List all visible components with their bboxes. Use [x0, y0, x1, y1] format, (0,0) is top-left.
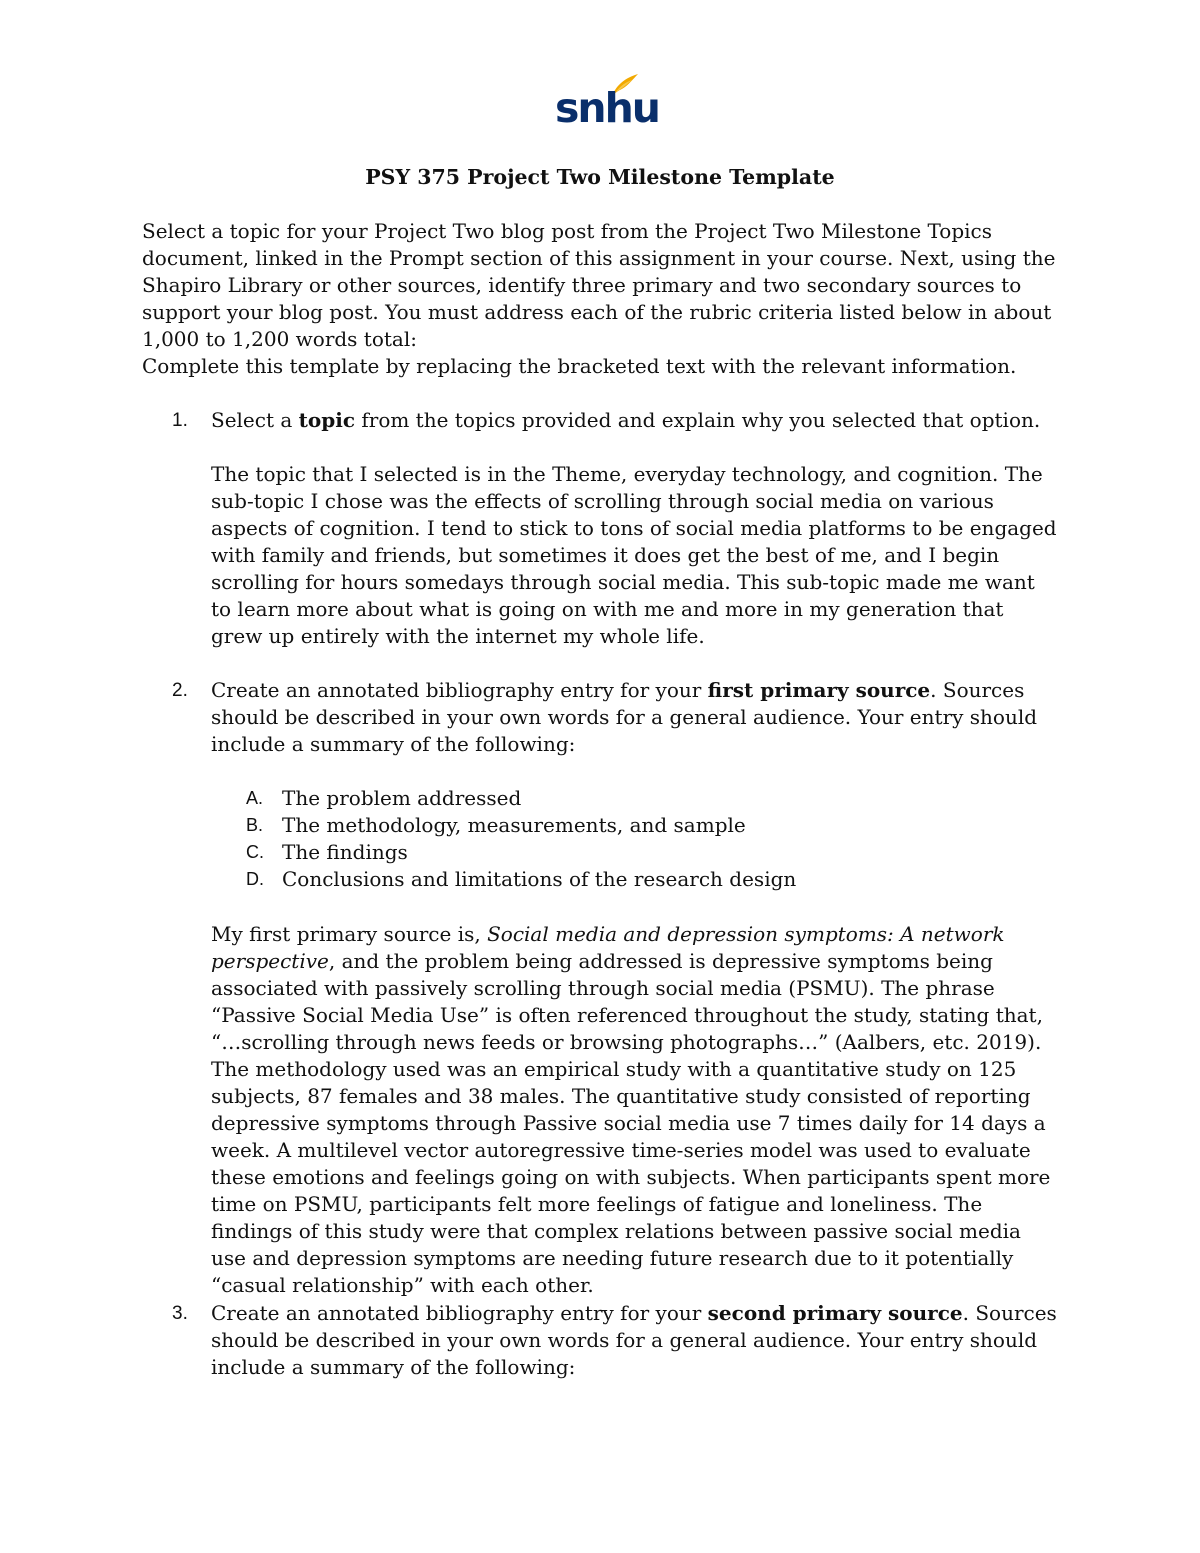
prompt-text: from the topics provided and explain why you selected that option.	[355, 408, 1041, 432]
answer-text: My first primary source is,	[211, 922, 488, 946]
sublist-item	[246, 785, 1046, 812]
prompt-text: Create an annotated bibliography entry for your	[211, 678, 708, 702]
item-3-prompt	[211, 1300, 1061, 1381]
sublist-letter: A.	[246, 788, 264, 808]
prompt-text: . Sources should be described in your own words for a general audience. Your entry should include a summary of the following:	[211, 1301, 1057, 1379]
item-2-prompt	[211, 677, 1061, 758]
list-number: 1.	[172, 410, 188, 431]
prompt-text: Select a	[211, 408, 299, 432]
sublist-text: Conclusions and limitations of the research design	[282, 867, 797, 891]
item-2-answer	[211, 921, 1061, 1299]
instruction-paragraph	[142, 353, 1062, 380]
source-title: Social media and depression symptoms: A network perspective	[211, 922, 1005, 973]
sublist-letter: B.	[246, 815, 264, 835]
intro-paragraph	[142, 218, 1062, 353]
sublist-item	[246, 866, 1046, 893]
logo-wordmark: snhu	[555, 84, 659, 132]
sublist-letter: D.	[246, 869, 264, 889]
item-1-prompt	[211, 407, 1061, 434]
sublist-item	[246, 812, 1046, 839]
sublist-letter: C.	[246, 842, 264, 862]
instruction-text: Complete this template by replacing the bracketed text with the relevant information.	[142, 354, 1017, 378]
answer-text: , and the problem being addressed is depressive symptoms being associated with passively scrolling through social media (PSMU). The phrase “Passive Social Media Use” is often referenced throughout the study, stating that, “…scrolling through news feeds or browsing photographs…” (Aalbers, etc. 2019). The methodology used was an empirical study with a quantitative study on 125 subjects, 87 females and 38 males. The quantitative study consisted of reporting depressive symptoms through Passive social media use 7 times daily for 14 days a week. A multilevel vector autoregressive time-series model was used to evaluate these emotions and feelings going on with subjects. When participants spent more time on PSMU, participants felt more feelings of fatigue and loneliness. The findings of this study were that complex relations between passive social media use and depression symptoms are needing future research due to it potentially “casual relationship” with each other.	[211, 949, 1051, 1297]
item-1-answer: The topic that I selected is in the Theme, everyday technology, and cognition. The sub-topic I chose was the effects of scrolling through social media on various aspects of cognition. I tend to stick to tons of social media platforms to be engaged with family and friends, but sometimes it does get the best of me, and I begin scrolling for hours somedays through social media. This sub-topic made me want to learn more about what is going on with me and more in my generation that grew up entirely with the internet my whole life.	[211, 462, 1057, 648]
sublist-text: The problem addressed	[282, 786, 522, 810]
sublist-text: The methodology, measurements, and sample	[282, 813, 746, 837]
list-number: 2.	[172, 680, 188, 701]
prompt-text: . Sources should be described in your own words for a general audience. Your entry should include a summary of the following:	[211, 678, 1038, 756]
list-number: 3.	[172, 1303, 188, 1324]
snhu-logo	[555, 72, 659, 134]
sublist-text: The findings	[282, 840, 408, 864]
sublist-item	[246, 839, 1046, 866]
intro-text: Select a topic for your Project Two blog post from the Project Two Milestone Topics document, linked in the Prompt section of this assignment in your course. Next, using the Shapiro Library or other sources, identify three primary and two secondary sources to support your blog post. You must address each of the rubric criteria listed below in about 1,000 to 1,200 words total:	[142, 219, 1056, 351]
prompt-emphasis: topic	[298, 408, 355, 432]
document-title: PSY 375 Project Two Milestone Template	[365, 165, 835, 189]
prompt-text: Create an annotated bibliography entry for your	[211, 1301, 708, 1325]
prompt-emphasis: first primary source	[707, 678, 931, 702]
criteria-sublist	[246, 785, 1046, 893]
prompt-emphasis: second primary source	[707, 1301, 963, 1325]
